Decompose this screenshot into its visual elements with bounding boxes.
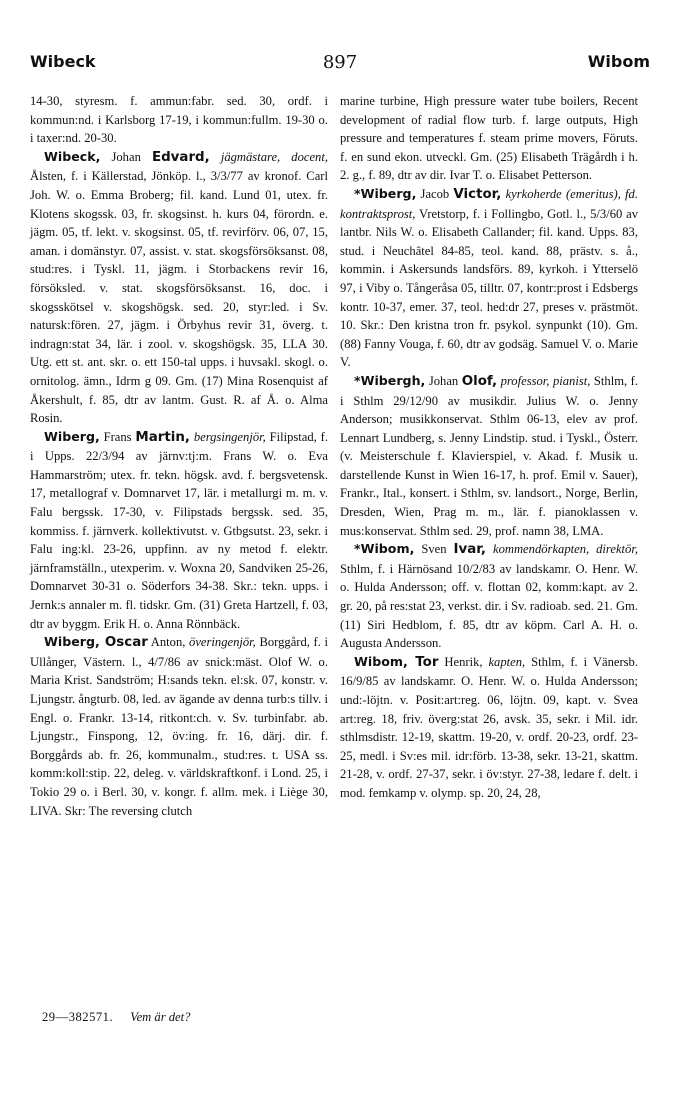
- entry-wibom-ivar: *Wibom, Sven Ivar, kommendörkapten, direktör, Sthlm, f. i Härnösand 10/2/83 av landskamr. O. Henr. W. o. Hulda Andersson; off. v. flottan 02, komm:kapt. av 2. gr. 20, på res:stat 23, verkst. dir. i Sv. radioab. sed. 21. Gm. (11) Siri Hedblom, f. 85, dtr av köpm. Carl A. H. o. Augusta Andersson.: [340, 541, 638, 651]
- entry-body: Filipstad, f. i Upps. 22/3/94 av järnv:tj:m. Frans W. o. Eva Hammarström; utex. fr. tekn. högsk. avd. f. bergsvetensk. 17, metallograf v. Domnarvet 17, lär. i metallurgi m. m. v. Falu bergssk. 17-30, v. Filipstads bergssk. sed. 35, kommiss. f. järnverk. kollektivutst. v. Gtbgsutst. 23, sekr. i Falu ing:kl. 23-26, uppfinn. av ny metod f. elektr. järnframställn., utexperim. v. Woxna 20, Sandviken 25-26, Domnarvet 30-31 o. Söderfors 34-38. Skr.: tekn. upps. i Jernk:s annaler m. fl. tidskr. Gm. (31) Greta Hartzell, f. 03, dtr av byggm. Erik H. o. Anna Rönnbäck.: [30, 429, 328, 631]
- entry-wiberg-oscar: Wiberg, Oscar Anton, överingenjör, Borggård, f. i Ullånger, Västern. l., 4/7/86 av snick:mäst. Olof W. o. Maria Krist. Sandström; H:sands tekn. el:sk. 07, konstr. v. Ljungstr. ångturb. 08, led. av ägande av denna turb:s tillv. i Engl. o. Frankr. 13-14, ritkont:ch. v. Sv. turbinfabr. ab. Ljungstr., Finspong, 12, öv:ing. fr. 16, därj. dir. f. Borggårds ab. fr. 26, kommunalm., stud:res. t. USA ss. komm:koll:stip. 22, deleg. v. världskraftkonf. i Lond. 25, i Tokio 29 o. i Berl. 30, v. kongr. f. allm. mek. i Liège 30, LIVA. Skr: The reversing clutch: [30, 634, 328, 818]
- entry-given-name: Tor: [407, 654, 439, 670]
- entry-wibergh-olof: *Wibergh, Johan Olof, professor, pianist, Sthlm, f. i Sthlm 29/12/90 av musikdir. Julius W. o. Jenny Anderson; musikkonservat. Sthlm 06-13, elev av prof. Lennart Lundberg, s. Jenny Lindstip. stud. i Tyskl., Österr. (v. Meisterschule f. Klavierspiel, v. Akad. f. Musik u. darstellende Kunst in Wien 16-17, h. prof. Emil v. Sauer), Frankr., Ital., konsert. i Sthlm, sv. landsort., Norge, Berlin, Dresden, Wien, Prag m. m., lär. f. pianoklassen v. mus:konservat. Sthlm sed. 29, prof. namn 38, LMA.: [340, 372, 638, 538]
- entry-title: kommendörkapten, direktör,: [486, 542, 638, 557]
- running-head-right: Wibom: [587, 52, 650, 71]
- entry-surname: Wibeck,: [44, 148, 101, 164]
- entry-body: Sthlm, f. i Sthlm 29/12/90 av musikdir. Julius W. o. Jenny Anderson; musikkonservat. Sthlm 06-13, elev av prof. Lennart Lundberg, s. Jenny Lindstip. stud. i Tyskl., Österr. (v. Meisterschule f. Klavierspiel, v. Akad. f. Musik u. darstellende Kunst in Wien 16-17, h. prof. Emil v. Sauer), Frankr., Ital., konsert. i Sthlm, sv. landsort., Norge, Berlin, Dresden, Wien, Prag m. m., lär. f. pianoklassen v. mus:konservat. Sthlm sed. 29, prof. namn 38, LMA.: [340, 373, 638, 538]
- entry-given-name: Oscar: [99, 635, 148, 651]
- page-header: [30, 52, 650, 78]
- entry-surname: *Wibom,: [354, 541, 415, 557]
- entry-body: Sthlm, f. i Härnösand 10/2/83 av landskamr. O. Henr. W. o. Hulda Andersson; off. v. flottan 02, komm:kapt. av 2. gr. 20, på res:stat 23, verkst. dir. i Sv. radioab. sed. 21. Gm. (11) Siri Hedblom, f. 85, dtr av köpm. Carl A. H. o. Augusta Andersson.: [340, 561, 638, 651]
- entry-given-name: Edvard,: [151, 149, 210, 165]
- entry-given-name: Victor,: [453, 186, 502, 202]
- entry-surname: *Wibergh,: [354, 372, 426, 388]
- entry-body: Borggård, f. i Ullånger, Västern. l., 4/7/86 av snick:mäst. Olof W. o. Maria Krist. Sandström; H:sands tekn. el:sk. 07, konstr. v. Ljungstr. ångturb. 08, led. av ägande av denna turb:s tillv. i Engl. o. Frankr. 13-14, ritkont:ch. v. Sv. turbinfabr. ab. Ljungstr., Finspong, 12, öv:ing. fr. 16, därj. dir. f. Borggårds ab. fr. 26, kommunalm., stud:res. t. USA ss. komm:koll:stip. 22, deleg. v. världskraftkonf. i Lond. 25, i Tokio 29 o. i Berl. 30, v. kongr. f. allm. mek. i Liège 30, LIVA. Skr: The reversing clutch: [30, 635, 328, 818]
- entry-title: kyrkoherde (emeritus), fd. kontraktsprost,: [340, 186, 638, 221]
- entry-body: Vretstorp, f. i Follingbo, Gotl. l., 5/3/60 av lantbr. Nils W. o. Elisabeth Callander; fil. kand. Upps. 83, stud. i Neuchâtel 84-85, teol. kand. 88, prästv. s. å., kommin. i Askersunds landsförs. 89, kyrkoh. i Ytterselö 97, i Viby o. Tångeråsa 05, tilltr. 07, kontr:prost i Edsbergs kontr. 10-37, emer. 37, teol. hed:dr 27, preses v. prästmöt. 10. Skr.: Den kristna tron fr. psykol. synpunkt (10). Gm. (88) Fanny Vouga, f. 60, dtr av godsäg. Samuel V. o. Marie V.: [340, 206, 638, 370]
- entry-wiberg-martin: Wiberg, Frans Martin, bergsingenjör, Filipstad, f. i Upps. 22/3/94 av järnv:tj:m. Frans W. o. Eva Hammarström; utex. fr. tekn. högsk. avd. f. bergsvetensk. 17, metallograf v. Domnarvet 17, lär. i metallurgi m. m. v. Falu bergssk. 17-30, v. Filipstads bergssk. sed. 35, kommiss. f. järnverk. kollektivutst. v. Gtbgsutst. 23, sekr. i Falu ing:kl. 23-26, uppfinn. av ny metod f. elektr. järnframställn., utexperim. v. Woxna 20, Sandviken 25-26, Domnarvet 30-31 o. Söderfors 34-38. Skr.: tekn. upps. i Jernk:s annaler m. fl. tidskr. Gm. (31) Greta Hartzell, f. 03, dtr av byggm. Erik H. o. Anna Rönnbäck.: [30, 428, 328, 631]
- entry-given-name: Olof,: [461, 373, 498, 389]
- entry-wibom-tor: Wibom, Tor Henrik, kapten, Sthlm, f. i Vänersb. 16/9/85 av landskamr. O. Henr. W. o. Hulda Andersson; und:-löjtn. v. Posit:art:reg. 06, löjtn. 09, kapt. v. Svea art:reg. 18, friv. överg:stat 26, avsk. 35, sekr. i Mil. idr. sthlmsdistr. 12-19, skattm. 19-20, v. ordf. 20-23, ordf. 23-25, medl. i Sv:es mil. idr:förb. 13-38, sekr. 13-21, skattm. 21-28, v. ordf. 27-37, sekr. i öv:styr. 27-38, ledare f. delt. i mod. femkamp v. olymp. sp. 20, 24, 28,: [340, 653, 638, 800]
- entry-wibeck-edvard: Wibeck, Johan Edvard, jägmästare, docent, Ålsten, f. i Källerstad, Jönköp. l., 3/3/77 av kronof. Carl Joh. W. o. Emma Broberg; fil. kand. Lund 01, utex. fr. Klotens skogssk. 03, fr. skogsinst. h. kurs 04, förordn. e. jägm. 05, tf. lekt. v. skogsinst. 05, tf. revirförv. 06, 07, 15, aman. i domänstyr. 07, assist. v. stat. skogsförsöksanst. 08, stud:res. i Tyskl. 11, jägm. i Storbackens revir 16, försöksled. v. stat. skogsförsöksanst. 16, doc. i skogsskötsel v. skogshögsk. sed. 20, styr:led. i Sv. natursk:fören. 27, jägm. i Örbyhus revir 31, överg. t. indragn:stat 34, lär. i zool. v. skogshögsk. 35, LLA 30. Utg. ett st. ant. skr. o. ett 150-tal upps. i huvsakl. skogl. o. ornitolog. ämn., Idrm g 09. Gm. (17) Mina Rosenquist af Åkershult, f. 85, dtr av lantm. Gust. R. af Å. o. Alma Rosin.: [30, 148, 328, 426]
- right-column: [340, 92, 638, 803]
- entry-surname: Wiberg,: [44, 634, 100, 650]
- entry-given-name: Martin,: [135, 429, 190, 445]
- entry-title: jägmästare, docent,: [209, 149, 328, 164]
- entry-body: Ålsten, f. i Källerstad, Jönköp. l., 3/3/77 av kronof. Carl Joh. W. o. Emma Broberg; fil. kand. Lund 01, utex. fr. Klotens skogssk. 03, fr. skogsinst. h. kurs 04, förordn. e. jägm. 05, tf. lekt. v. skogsinst. 05, tf. revirförv. 06, 07, 15, aman. i domänstyr. 07, assist. v. stat. skogsförsöksanst. 08, stud:res. i Tyskl. 11, jägm. i Storbackens revir 16, försöksled. v. stat. skogsförsöksanst. 16, doc. i skogsskötsel v. skogshögsk. sed. 20, styr:led. i Sv. natursk:fören. 27, jägm. i Örbyhus revir 31, överg. t. indragn:stat 34, lär. i zool. v. skogshögsk. 35, LLA 30. Utg. ett st. ant. skr. o. ett 150-tal upps. i huvsakl. skogl. o. ornitolog. ämn., Idrm g 09. Gm. (17) Mina Rosenquist af Åkershult, f. 85, dtr av lantm. Gust. R. af Å. o. Alma Rosin.: [30, 169, 328, 426]
- entry-surname: Wiberg,: [44, 428, 100, 444]
- entry-title: kapten,: [482, 654, 526, 669]
- running-head-left: Wibeck: [30, 52, 96, 71]
- entry-wiberg-victor: *Wiberg, Jacob Victor, kyrkoherde (emeritus), fd. kontraktsprost, Vretstorp, f. i Follingbo, Gotl. l., 5/3/60 av lantbr. Nils W. o. Elisabeth Callander; fil. kand. Upps. 83, stud. i Neuchâtel 84-85, teol. kand. 88, prästv. s. å., kommin. i Askersunds landsförs. 89, kyrkoh. i Ytterselö 97, i Viby o. Tångeråsa 05, tilltr. 07, kontr:prost i Edsbergs kontr. 10-37, emer. 37, teol. hed:dr 27, preses v. prästmöt. 10. Skr.: Den kristna tron fr. psykol. synpunkt (10). Gm. (88) Fanny Vouga, f. 60, dtr av godsäg. Samuel V. o. Marie V.: [340, 185, 638, 370]
- entry-title: bergsingenjör,: [190, 429, 266, 444]
- entry-title: professor, pianist,: [497, 373, 591, 388]
- catchword: Vem är det?: [130, 1010, 191, 1024]
- entry-surname: *Wiberg,: [354, 185, 417, 201]
- entry-continuation: marine turbine, High pressure water tube boilers, Recent development of radial flow turb. f. large outputs, High pressure and temperatures f. steam prime movers, Föruts. f. en sund ekon. utveckl. Gm. (25) Elisabeth Trägårdh i h. 2. g., f. 89, dtr av dir. Ivar T. o. Elisabet Petterson.: [340, 94, 638, 183]
- left-column: [30, 92, 328, 820]
- page-number: 897: [322, 52, 358, 73]
- printer-signature: 29—382571.: [42, 1010, 114, 1024]
- entry-surname: Wibom,: [354, 653, 408, 669]
- page-footer: [42, 1010, 190, 1025]
- entry-title: överingenjör,: [185, 635, 256, 650]
- entry-continuation: 14-30, styresm. f. ammun:fabr. sed. 30, ordf. i kommun:nd. i Karlsborg 17-19, i kommun:fullm. 19-30 o. i taxer:nd. 20-30.: [30, 94, 328, 146]
- entry-given-name: Ivar,: [453, 542, 486, 558]
- entry-body: Sthlm, f. i Vänersb. 16/9/85 av landskamr. O. Henr. W. o. Hulda Andersson; und:-löjtn. v. Posit:art:reg. 06, löjtn. 09, kapt. v. Svea art:reg. 18, friv. överg:stat 26, avsk. 35, sekr. i Mil. idr. sthlmsdistr. 12-19, skattm. 19-20, v. ordf. 20-23, ordf. 23-25, medl. i Sv:es mil. idr:förb. 13-38, sekr. 13-21, skattm. 21-28, v. ordf. 27-37, sekr. i öv:styr. 27-38, ledare f. delt. i mod. femkamp v. olymp. sp. 20, 24, 28,: [340, 654, 638, 800]
